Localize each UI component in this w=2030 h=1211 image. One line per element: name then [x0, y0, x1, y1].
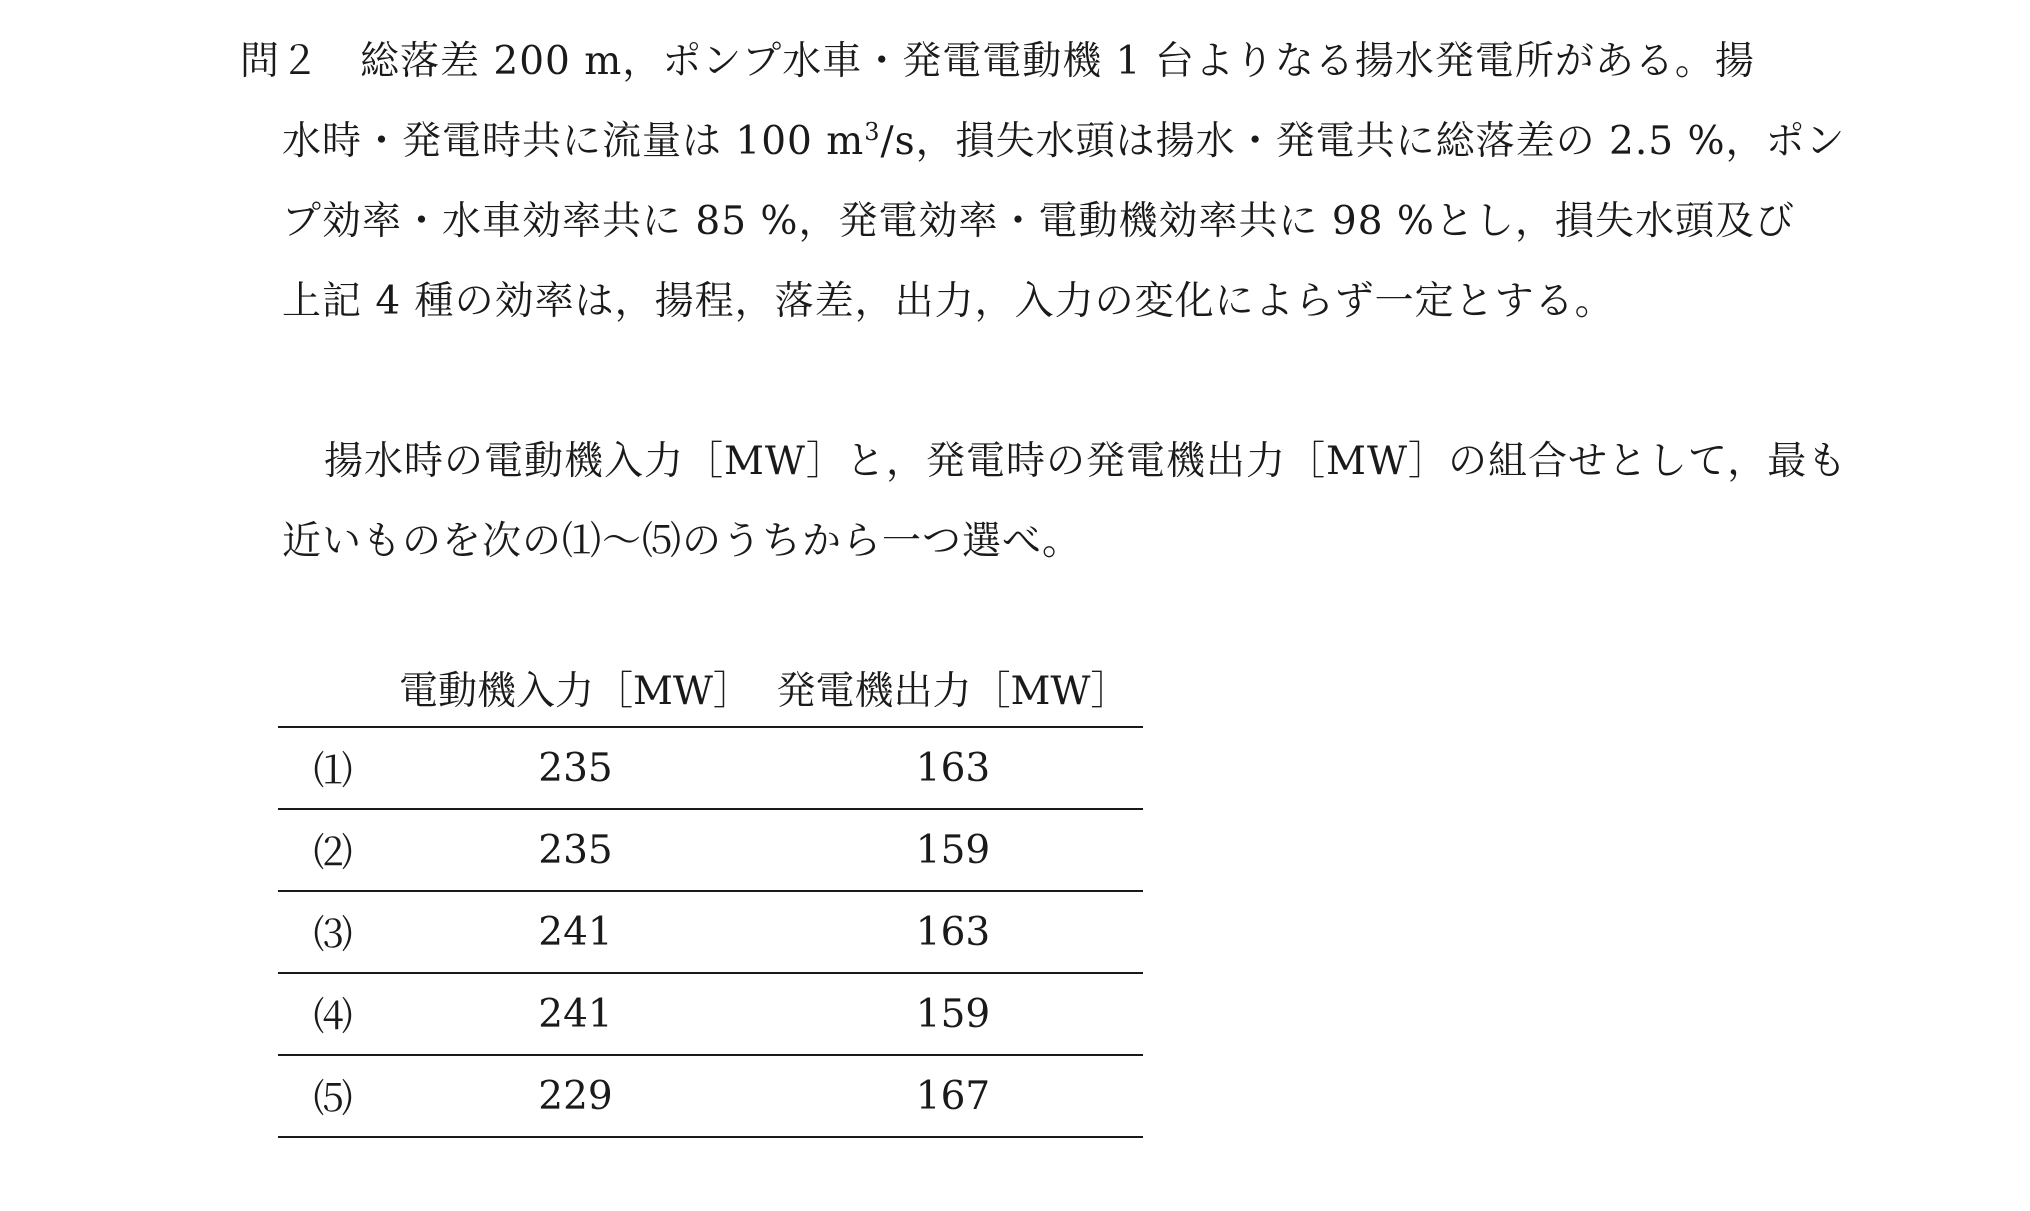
- table-row: [278, 891, 1143, 973]
- motor-input-value: 235: [388, 809, 763, 891]
- question-text-2: 近いものを次の⑴～⑸のうちから一つ選べ。: [282, 519, 1083, 564]
- header-generator-output: 発電機出力［MW］: [776, 669, 1130, 714]
- problem-text-2b: /s，損失水頭は揚水・発電共に総落差の 2.5 %，ポン: [880, 119, 1846, 164]
- option-number: ⑷: [278, 973, 388, 1055]
- option-number: ⑵: [278, 809, 388, 891]
- generator-output-value: 163: [763, 891, 1143, 973]
- table-row: [278, 1055, 1143, 1137]
- problem-line-4: [240, 262, 1820, 342]
- generator-output-value: 159: [763, 973, 1143, 1055]
- problem-line-2: [240, 102, 1846, 182]
- option-number: ⑴: [278, 727, 388, 809]
- table-row: [278, 973, 1143, 1055]
- problem-line-3: [240, 182, 1820, 262]
- option-number: ⑸: [278, 1055, 388, 1137]
- problem-text-1: 総落差 200 m，ポンプ水車・発電電動機 1 台よりなる揚水発電所がある。揚: [360, 39, 1755, 84]
- problem-text-4: 上記 4 種の効率は，揚程，落差，出力，入力の変化によらず一定とする。: [282, 279, 1615, 324]
- generator-output-value: 163: [763, 727, 1143, 809]
- table-header-row: [278, 650, 1143, 727]
- problem-text-3: プ効率・水車効率共に 85 %，発電効率・電動機効率共に 98 %とし，損失水頭及び: [282, 199, 1795, 244]
- generator-output-value: 159: [763, 809, 1143, 891]
- motor-input-value: 241: [388, 973, 763, 1055]
- question-line-1: [240, 422, 1848, 502]
- motor-input-value: 241: [388, 891, 763, 973]
- table-row: [278, 809, 1143, 891]
- superscript-exponent: 3: [864, 118, 881, 146]
- question-line-2: [240, 502, 1820, 582]
- motor-input-value: 235: [388, 727, 763, 809]
- header-motor-input: 電動機入力［MW］: [398, 669, 753, 714]
- problem-text-2a: 水時・発電時共に流量は 100 m: [282, 119, 865, 164]
- problem-label: 問２: [240, 39, 321, 84]
- generator-output-value: 167: [763, 1055, 1143, 1137]
- problem-statement: [240, 22, 1848, 582]
- option-number: ⑶: [278, 891, 388, 973]
- question-text-1: 揚水時の電動機入力［MW］と，発電時の発電機出力［MW］の組合せとして，最も: [324, 439, 1848, 484]
- answer-options-table: [278, 650, 1143, 1138]
- motor-input-value: 229: [388, 1055, 763, 1137]
- table-row: [278, 727, 1143, 809]
- header-option: [278, 650, 388, 727]
- problem-line-1: [240, 22, 1820, 102]
